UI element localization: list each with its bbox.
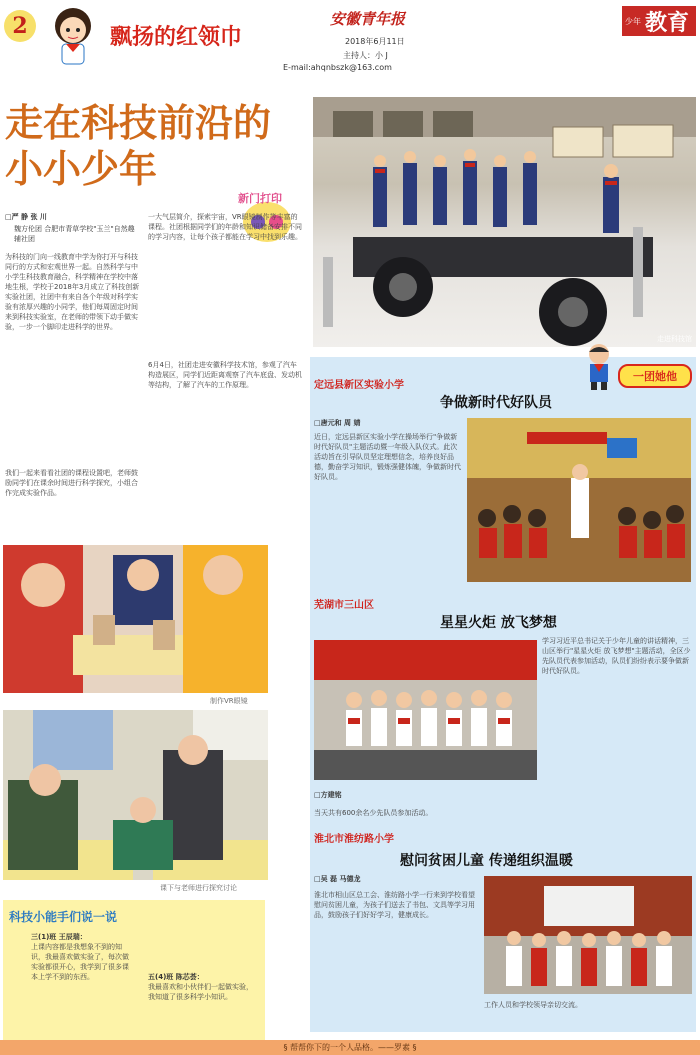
article3-region: 淮北市淮纺路小学 [314, 834, 394, 845]
mascot-girl-icon [48, 6, 98, 68]
photo-classroom-discussion [3, 710, 268, 880]
main-title-line1: 走在科技前沿的 [5, 100, 272, 145]
speak-box [3, 900, 265, 1040]
main-col2-text2: 6月4日，社团走进安徽科学技术馆，参观了汽车构造展区，同学们近距离观察了汽车底盘、发动机等结构，了解了汽车的工作原理。 [148, 361, 302, 389]
article2-text2: 当天共有600余名少先队员参加活动。 [314, 809, 433, 817]
section-badge-label: 教育 [645, 9, 690, 36]
footer-bar [0, 1040, 700, 1055]
issue-date: 2018年6月11日 [345, 37, 405, 46]
main-col1-text2: 我们一起来看看社团的课程设置吧，老师鼓励同学们在课余时间进行科学探究，小组合作完成实验作品。 [5, 469, 138, 497]
page-number-badge [4, 10, 36, 42]
main-byline-unit: 魏方伦团 合肥市青草学校"玉兰"自然趣辅社团 [14, 225, 135, 243]
photo-caption-museum: 走进科技馆 [657, 335, 692, 343]
section-badge [622, 6, 696, 36]
photo-charity-visit [484, 876, 692, 994]
panel-tag-badge [618, 364, 692, 388]
panel-tag-label: 一团她他 [633, 370, 677, 383]
email: E-mail:ahqnbszk@163.com [283, 63, 392, 72]
paper-name: 安徽青年报 [330, 10, 406, 28]
kids-logo-label: 新门打印 [238, 192, 282, 205]
speak-box-text2: 我最喜欢和小伙伴们一起做实验，我知道了很多科学小知识。 [148, 983, 253, 1001]
article3-title: 慰问贫困儿童 传递组织温暖 [400, 853, 573, 869]
section-badge-small: 少年 [625, 16, 641, 26]
article1-title: 争做新时代好队员 [440, 395, 552, 411]
article1-region: 定远县新区实验小学 [314, 380, 404, 391]
column-name: 飘扬的红领巾 [110, 24, 243, 50]
article1-text: 近日，定远县新区实验小学在操场举行"争做新时代好队员"主题活动暨一年级入队仪式。此次活动旨在引导队员坚定理想信念，培养良好品德，勤奋学习知识，锻炼强健体魄，争做新时代好队员。 [314, 433, 461, 481]
article2-text: 学习习近平总书记关于少年儿童的讲话精神，三山区举行"星星火炬 放飞梦想"主题活动，全区少先队员代表参加活动，队员们纷纷表示要争做新时代好队员。 [542, 637, 691, 675]
article2-title: 星星火炬 放飞梦想 [440, 615, 557, 631]
article3-text: 淮北市相山区总工会、淮纺路小学一行来到学校看望慰问贫困儿童，为孩子们送去了书包、文具等学习用品，鼓励孩子们好好学习，健康成长。 [314, 891, 475, 919]
article3-text2: 工作人员和学校领导亲切交流。 [484, 1001, 582, 1009]
main-byline-name: □严 静 张 川 [5, 213, 47, 221]
footer-quote: § 帮帮你下的一个人品格。——罗素 § [283, 1043, 417, 1052]
article1-byline: □唐元和 周 婧 [314, 419, 361, 427]
speak-box-text1: 上课内容都是我想象不到的知识，我最喜欢做实验了，每次做实验都很开心，我学到了很多课本上学不到的东西。 [31, 943, 129, 981]
main-title-line2: 小小少年 [5, 146, 158, 191]
photo-science-museum [313, 97, 696, 347]
speak-box-title: 科技小能手们说一说 [9, 910, 118, 924]
main-col1-text: 为科技的门向一线教育中学为你打开与科技同行的方式和宏观世界一起。自然科学与中小学生科技教育融合，科学精神在学校中落地生根，学校于2018年3月成立了科技创新实验社团，社团中有来自各个年级对科学实验有浓厚兴趣的小同学，他们每周固定时间来到科技实验室，在老师的带领下动手做实验，一步一个脚印走进科学的世界。 [5, 253, 140, 331]
article3-byline: □吴 磊 马德龙 [314, 875, 361, 883]
article2-byline: □方建铭 [314, 791, 342, 799]
speak-box-speaker2: 五(4)班 陈芯荟： [148, 973, 204, 981]
photo-flag-ceremony [467, 418, 691, 582]
photo-group-award [314, 640, 537, 780]
caption-classroom: 课下与老师进行探究讨论 [160, 884, 237, 892]
page-header [0, 0, 700, 82]
main-col2-text: 一大气层简介，探索宇宙，VR眼镜制作等丰富的课程。社团根据同学们的年龄和知识储备安排不同的学习内容，让每个孩子都能在学习中找到乐趣。 [148, 213, 302, 241]
photo-vr-glasses [3, 545, 268, 693]
article2-region: 芜湖市三山区 [314, 600, 374, 611]
mascot-boy-icon [580, 342, 618, 390]
editor: 主持人：小 J [343, 51, 388, 60]
speak-box-speaker1: 三(1)班 王辰瑞： [31, 933, 87, 941]
caption-vr-glasses: 制作VR眼镜 [210, 697, 248, 705]
page-number: 2 [12, 13, 28, 39]
